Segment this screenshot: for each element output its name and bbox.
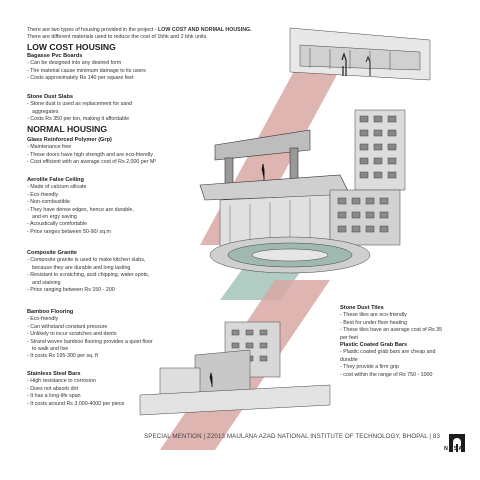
grab-item-4: - cost within the range of Rs 750 - 1000: [340, 371, 433, 378]
stone-slabs-block: [27, 94, 167, 134]
granite-item-3: - Resistant to scratching, acid chipping, water spots,: [27, 272, 150, 279]
aerolite-item-2: - Eco-friendly: [27, 191, 59, 198]
aerolite-block: [27, 177, 167, 236]
steel-item-3: - It has a long-life span: [27, 393, 81, 400]
aerolite-title: Aerolite False Ceiling: [27, 177, 84, 183]
render-tower-right: [355, 110, 405, 190]
grab-title: Plastic Coated Grab Bars: [340, 342, 408, 349]
intro-line1-prefix: There are two types of housing provided in the project -: [27, 27, 159, 33]
granite-item-4: and staining: [32, 279, 61, 286]
intro-line2: There are different materials used to reduce the cost of 1bhk and 2 bhk units.: [27, 34, 208, 41]
steel-item-4: - It costs around Rs 3,000-4000 per piece: [27, 400, 125, 407]
granite-block: [27, 250, 167, 294]
low-cost-heading: LOW COST HOUSING: [27, 41, 116, 52]
grp-title: Glass Reinforced Polymer (Grp): [27, 137, 112, 143]
tiles-item-3: - These tiles have an average cost of Rs 35: [340, 327, 443, 334]
tiles-block: [340, 305, 448, 379]
bagasse-item-1: - Can be designed into any desired form: [27, 60, 122, 67]
stone-slabs-item-2: aggregates: [32, 108, 59, 115]
bamboo-item-3: - Unlikely to incur scratches and dents: [27, 331, 117, 338]
stone-slabs-item-1: - Stone dust is used as replacement for sand: [27, 101, 133, 108]
normal-heading: NORMAL HOUSING: [27, 123, 108, 134]
steel-item-1: - High resistance to corrosion: [27, 378, 96, 385]
granite-item-5: - Price ranging between Rs 150 - 200: [27, 287, 115, 294]
stone-slabs-title: Stone Dust Slabs: [27, 94, 74, 100]
bamboo-block: [27, 309, 167, 361]
aerolite-item-4: - They have dense edges, hence are durable,: [27, 206, 134, 213]
bamboo-title: Bamboo Flooring: [27, 309, 74, 315]
bagasse-title: Bagasse Pvc Boards: [27, 53, 83, 59]
aerolite-item-7: - Price ranges between 50-90/ sq.m: [27, 228, 111, 235]
bamboo-item-4: - Strand woven bamboo flooring provides a quiet floor: [27, 338, 153, 345]
aerolite-item-6: - Acoustically comfortable: [27, 221, 88, 228]
nasa-logo-text: NASA: [444, 446, 464, 452]
render-plaza: [210, 190, 400, 273]
grab-item-1: - Plastic coated grab bars are cheap and: [340, 349, 436, 356]
tiles-item-1: - These tiles are eco-friendly: [340, 312, 407, 319]
stone-slabs-item-3: - Costs Rs 350 per ton, making it affordable: [27, 116, 130, 123]
grp-block: [27, 137, 167, 167]
steel-title: Stainless Steel Bars: [27, 371, 81, 377]
granite-item-1: - Composite granite is used to make kitchen slabs,: [27, 257, 146, 264]
intro-paragraph: [27, 27, 297, 52]
grp-item-1: - Maintenance free: [27, 144, 72, 151]
bagasse-item-3: - Costs approximately Rs 140 per square feet: [27, 75, 134, 82]
aerolite-item-1: - Made of calcium silicate: [27, 184, 87, 191]
intro-line1-bold: LOW COST AND NORMAL HOUSING.: [158, 27, 252, 33]
grp-item-3: - Cost efficient with an average cost of Rs 2,000 per M²: [27, 159, 157, 166]
grab-item-2: durable: [340, 356, 358, 363]
page-footer: SPECIAL MENTION | Z2013 MAULANA AZAD NATIONAL INSTITUTE OF TECHNOLOGY, BHOPAL | 83: [144, 433, 440, 440]
render-top: [290, 28, 430, 80]
tiles-title: Stone Dust Tiles: [340, 305, 384, 311]
bamboo-item-5: to walk and live: [32, 346, 69, 353]
tiles-item-4: per feet: [340, 334, 358, 341]
granite-title: Composite Granite: [27, 250, 78, 256]
grab-item-3: - They provide a firm grip: [340, 364, 399, 371]
aerolite-item-5: and en ergy saving: [32, 214, 77, 221]
bamboo-item-2: - Can withstand constant pressure: [27, 323, 108, 330]
bagasse-item-2: - The material cause minimum damage to its users: [27, 67, 146, 74]
bamboo-item-6: - It costs Rs 195-300 per sq. ft: [27, 353, 98, 360]
grp-item-2: - These doors have high strength and are eco-friendly: [27, 151, 153, 158]
bagasse-block: [27, 53, 167, 83]
render-housing-lower: [140, 322, 330, 415]
steel-block: [27, 371, 167, 408]
nasa-arch-icon: [446, 425, 468, 461]
aerolite-item-3: - Non-combustible: [27, 199, 70, 206]
granite-item-2: because they are durable and long lasting: [32, 264, 131, 271]
steel-item-2: - Does not absorb dirt: [27, 385, 78, 392]
bamboo-item-1: - Eco-friendly: [27, 316, 59, 323]
tiles-item-2: - Best for under floor heating: [340, 319, 408, 326]
